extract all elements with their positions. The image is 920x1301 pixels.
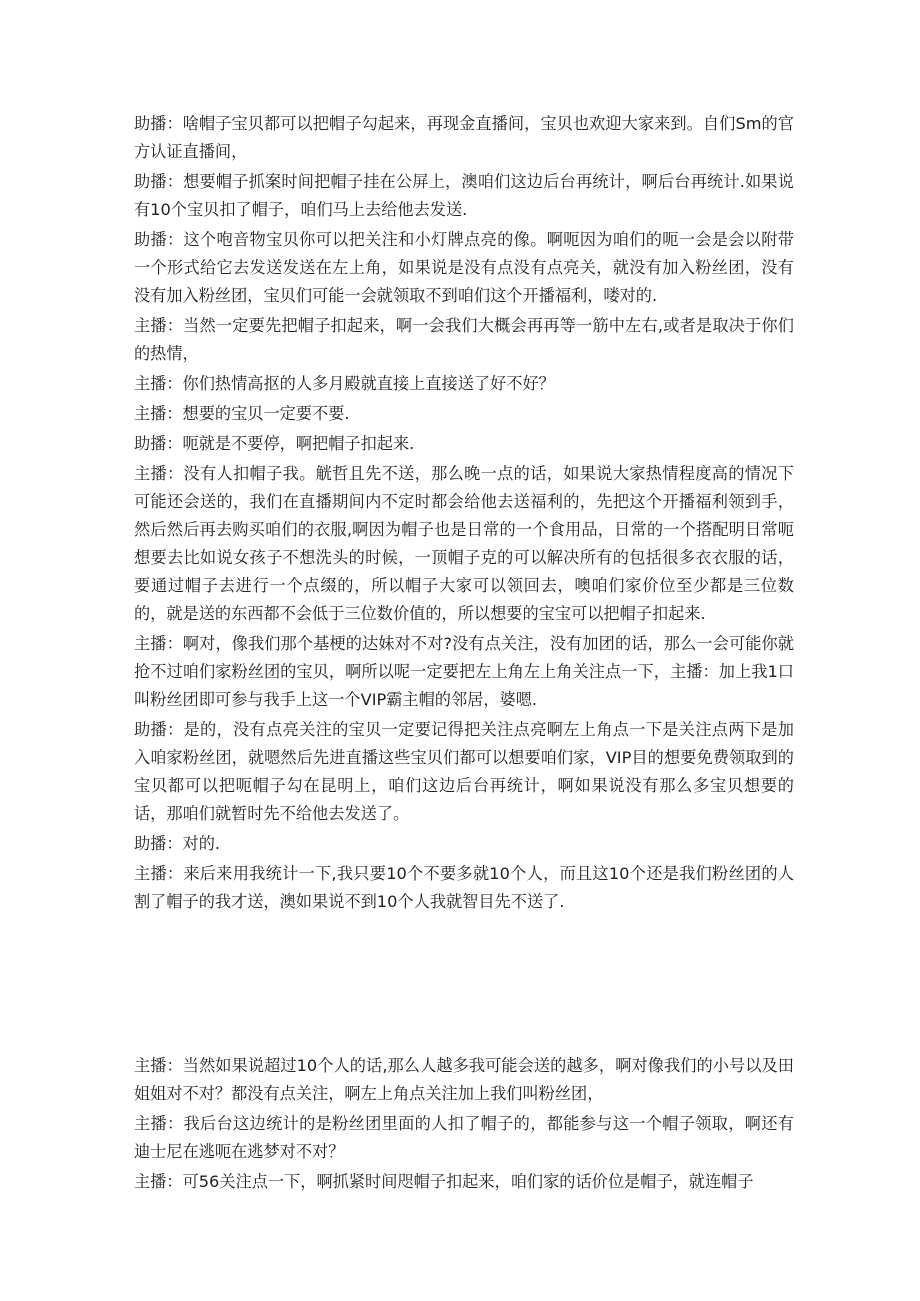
transcript-line: 助播：这个咆音物宝贝你可以把关注和小灯牌点亮的像。啊呃因为咱们的呃一会是会以附带一个形式给它去发送发送在左上角，如果说是没有点没有点亮关，就没有加入粉丝团，没有没有加入粉丝团，宝贝们可能一会就领取不到咱们这个开播福利，喽对的. [134,230,794,305]
transcript-line: 助播：啥帽子宝贝都可以把帽子勾起来，再现金直播间，宝贝也欢迎大家来到。自们Sm的官方认证直播间， [134,114,794,161]
transcript-line: 主播：没有人扣帽子我。觥哲且先不送，那么晚一点的话，如果说大家热情程度高的情况下可能还会送的，我们在直播期间内不定时都会给他去送福利的，先把这个开播福利领到手，然后然后再去购买咱们的衣服,啊因为帽子也是日常的一个食用品，日常的一个搭配明日常呃想要去比如说女孩子不想洗头的时候，一顶帽子克的可以解决所有的包括很多衣衣服的话，要通过帽子去进行一个点缀的，所以帽子大家可以领回去，噢咱们家价位至少都是三位数的，就是送的东西都不会低于三位数价值的，所以想要的宝宝可以把帽子扣起来. [134,464,794,623]
transcript-line: 助播：呃就是不要停，啊把帽子扣起来. [134,434,415,453]
transcript-line: 主播：你们热情高抠的人多月殿就直接上直接送了好不好？ [134,374,555,393]
transcript-line: 助播：对的. [134,834,221,853]
transcript-line: 主播：当然如果说超过10个人的话,那么人越多我可能会送的越多，啊对像我们的小号以及田姐姐对不对？都没有点关注，啊左上角点关注加上我们叫粉丝团， [134,1056,794,1103]
transcript-line: 助播：是的，没有点亮关注的宝贝一定要记得把关注点亮啊左上角点一下是关注点两下是加入咱家粉丝团，就嗯然后先进直播这些宝贝们都可以想要咱们家，VIP目的想要免费领取到的宝贝都可以把呃帽子勾在昆明上，咱们这边后台再统计，啊如果说没有那么多宝贝想要的话，那咱们就暂时先不给他去发送了。 [134,720,794,823]
transcript-line: 主播：我后台这边统计的是粉丝团里面的人扣了帽子的，都能参与这一个帽子领取，啊还有迪士尼在逃呃在逃梦对不对？ [134,1114,794,1161]
transcript-line: 主播：想要的宝贝一定要不要. [134,404,350,423]
transcript-section-2 [134,1052,794,1196]
transcript-line: 主播：啊对，像我们那个基梗的达妹对不对?没有点关注，没有加团的话，那么一会可能你就抢不过咱们家粉丝团的宝贝，啊所以呢一定要把左上角左上角关注点一下，主播：加上我1口叫粉丝团即可参与我手上这一个VIP霸主帽的邻居，婆嗯. [134,634,794,709]
transcript-line: 助播：想要帽子抓案时间把帽子挂在公屏上，澳咱们这边后台再统计，啊后台再统计.如果说有10个宝贝扣了帽子，咱们马上去给他去发送. [134,172,794,219]
transcript-line: 主播：来后来用我统计一下,我只要10个不要多就10个人，而且这10个还是我们粉丝团的人割了帽子的我才送，澳如果说不到10个人我就智目先不送了. [134,864,794,911]
transcript-line: 主播：当然一定要先把帽子扣起来，啊一会我们大概会再再等一筋中左右,或者是取决于你们的热情， [134,316,794,363]
transcript-line: 主播：可56关注点一下，啊抓紧时间咫帽子扣起来，咱们家的话价位是帽子，就连帽子 [134,1172,754,1191]
transcript-section-1 [134,110,794,916]
